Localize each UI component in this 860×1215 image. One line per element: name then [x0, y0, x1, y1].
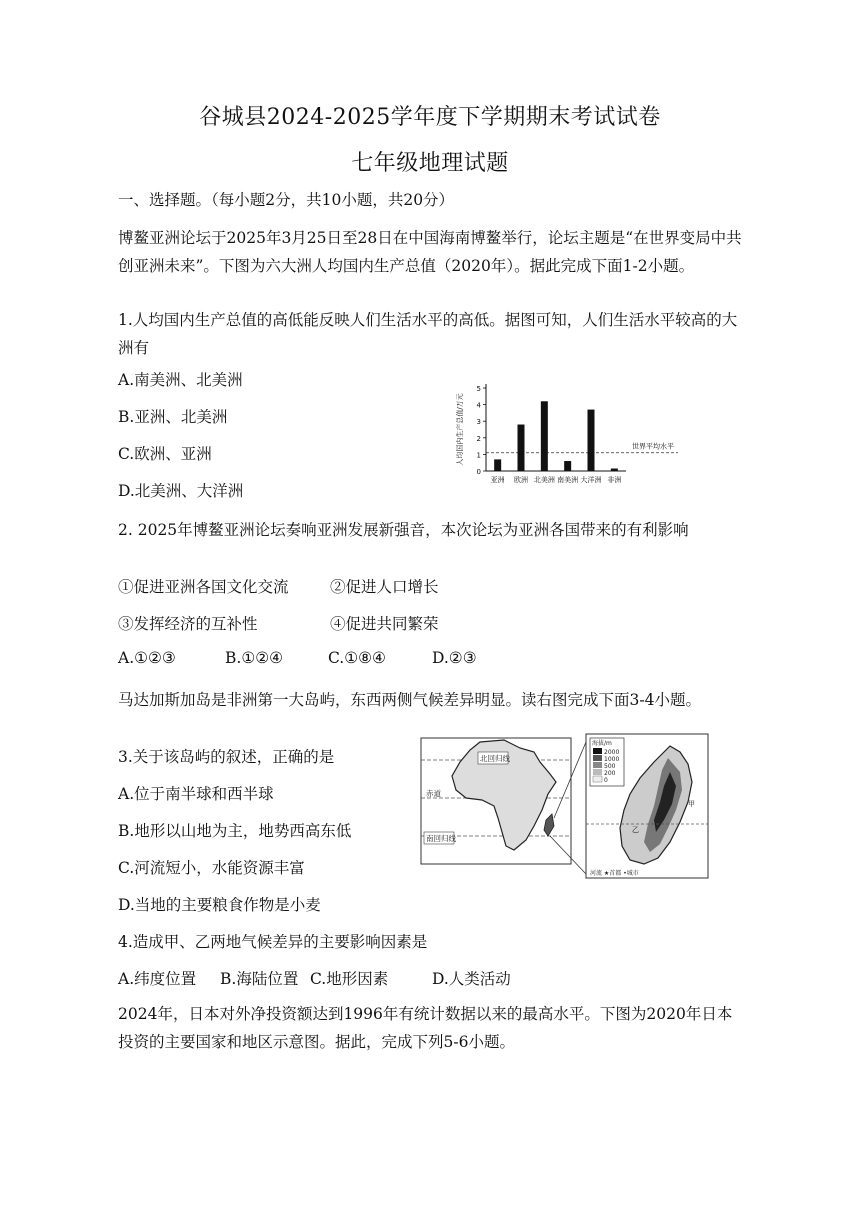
- question-4-stem: 4.造成甲、乙两地气候差异的主要影响因素是: [118, 933, 428, 951]
- bar-3: [541, 401, 548, 471]
- question-3-option-d: D.当地的主要粮食作物是小麦: [118, 896, 321, 914]
- question-2-option-b: B.①②④: [225, 649, 284, 667]
- section-heading: 一、选择题。（每小题2分，共10小题，共20分）: [118, 191, 455, 209]
- y-tick-label: 3: [476, 418, 481, 427]
- x-tick-label: 北美洲: [533, 476, 555, 484]
- question-2-option-d: D.②③: [432, 649, 477, 667]
- question-4-option-b: B.海陆位置: [220, 970, 299, 988]
- passage-1: 博鳌亚洲论坛于2025年3月25日至28日在中国海南博鳌举行，论坛主题是“在世界变局中共创亚洲未来”。下图为六大洲人均国内生产总值（2020年）。据此完成下面1-2小题。: [118, 229, 742, 275]
- equator-label: 赤道: [426, 789, 441, 798]
- question-3-stem: 3.关于该岛屿的叙述，正确的是: [118, 748, 335, 766]
- question-3-option-b: B.地形以山地为主，地势西高东低: [118, 822, 352, 840]
- question-3-option-a: A.位于南半球和西半球: [118, 785, 274, 803]
- passage-2: 马达加斯加岛是非洲第一大岛屿，东西两侧气候差异明显。读右图完成下面3-4小题。: [118, 691, 701, 709]
- question-1-option-c: C.欧洲、亚洲: [118, 445, 212, 463]
- tropic-south-label: 南回归线: [426, 834, 456, 843]
- tropic-north-label: 北回归线: [480, 754, 510, 763]
- bar-4: [564, 461, 571, 471]
- question-2-stem: 2. 2025年博鳌亚洲论坛奏响亚洲发展新强音，本次论坛为亚洲各国带来的有利影响: [118, 521, 689, 539]
- question-2-item-4: ④促进共同繁荣: [330, 615, 439, 633]
- page-subtitle: 七年级地理试题: [351, 151, 509, 176]
- legend-value-2000: 2000: [604, 749, 620, 756]
- gdp-bar-chart: [448, 378, 716, 486]
- question-2-item-2: ②促进人口增长: [330, 578, 439, 596]
- question-2-item-3: ③发挥经济的互补性: [118, 615, 258, 633]
- question-1-option-a: A.南美洲、北美洲: [118, 371, 243, 389]
- legend-value-200: 200: [604, 770, 616, 777]
- place-b-label: 乙: [632, 826, 639, 834]
- y-tick-label: 1: [476, 451, 481, 460]
- question-4-option-c: C.地形因素: [310, 970, 389, 988]
- question-2-item-1: ①促进亚洲各国文化交流: [118, 578, 289, 596]
- x-tick-label: 非洲: [607, 476, 622, 484]
- question-4-option-d: D.人类活动: [432, 970, 511, 988]
- question-1-option-d: D.北美洲、大洋洲: [118, 482, 244, 500]
- y-tick-label: 2: [476, 434, 481, 443]
- y-tick-label: 0: [476, 468, 481, 476]
- legend-value-1000: 1000: [604, 756, 620, 763]
- question-3-option-c: C.河流短小，水能资源丰富: [118, 859, 305, 877]
- bar-5: [588, 410, 595, 471]
- legend-value-500: 500: [604, 763, 616, 770]
- x-tick-label: 大洋洲: [580, 476, 602, 484]
- question-1-option-b: B.亚洲、北美洲: [118, 408, 228, 426]
- x-tick-label: 欧洲: [514, 476, 528, 484]
- map-key: 河流 ★首都 •城市: [590, 870, 639, 877]
- world-average-label: 世界平均水平: [632, 442, 674, 451]
- question-2-option-a: A.①②③: [118, 649, 176, 667]
- madagascar-map: [418, 728, 710, 882]
- question-2-option-c: C.①⑧④: [328, 649, 386, 667]
- y-tick-label: 4: [476, 401, 481, 410]
- question-1-stem: 1.人均国内生产总值的高低能反映人们生活水平的高低。据图可知，人们生活水平较高的大洲有: [118, 311, 738, 357]
- bar-6: [611, 469, 618, 471]
- passage-3: 2024年，日本对外净投资额达到1996年有统计数据以来的最高水平。下图为2020年日本投资的主要国家和地区示意图。据此，完成下列5-6小题。: [118, 1005, 733, 1051]
- place-a-label: 甲: [688, 800, 695, 808]
- page-title: 谷城县2024-2025学年度下学期期末考试试卷: [199, 105, 661, 130]
- legend-value-0: 0: [604, 777, 608, 784]
- legend-title: 海拔/m: [592, 740, 612, 747]
- question-4-option-a: A.纬度位置: [118, 970, 197, 988]
- x-tick-label: 南美洲: [557, 476, 579, 484]
- x-tick-label: 亚洲: [490, 476, 505, 484]
- bar-1: [494, 459, 501, 471]
- bar-2: [518, 425, 525, 471]
- y-axis-label: 人均国内生产总值/万元: [456, 393, 464, 466]
- y-tick-label: 5: [476, 385, 481, 393]
